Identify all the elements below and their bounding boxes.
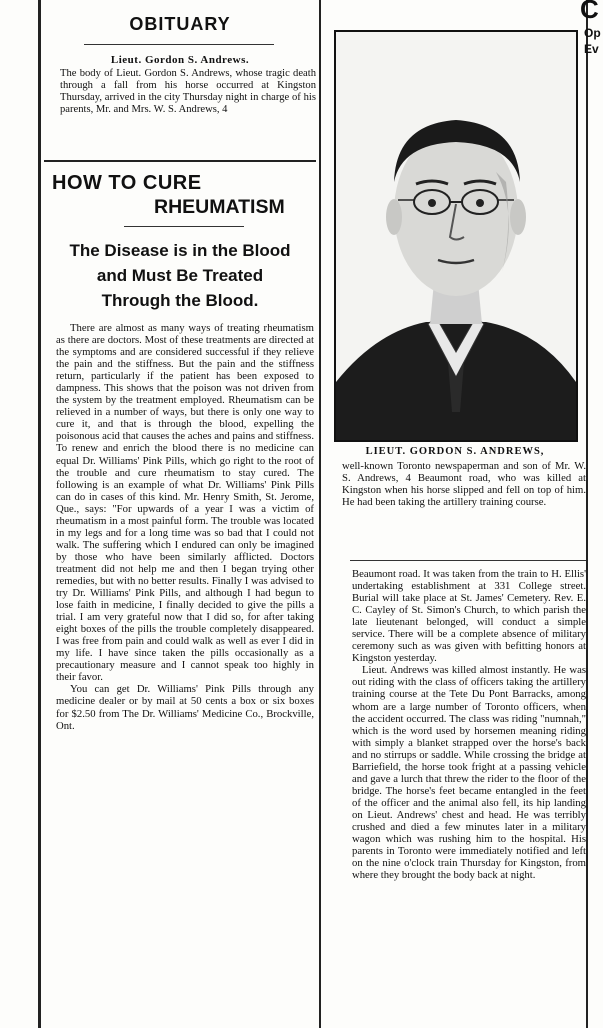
- left-page-edge: [38, 0, 41, 1028]
- ad-title-line1: HOW TO CURE: [52, 172, 202, 194]
- ad-body: [56, 322, 314, 732]
- funeral-article: [352, 568, 586, 881]
- adjacent-fragment-2: Op: [584, 26, 601, 40]
- obituary-heading: OBITUARY: [129, 14, 231, 34]
- funeral-paragraph: Beaumont road. It was taken from the train to H. Ellis' undertaking establishment at 331 College street. Burial will take place at St. James' Cemetery. Rev. E. C. Cayley of St. Simon's Church, to which parish the late lieutenant belonged, will conduct a simple service. There will be a complete absence of military ceremony such as was given with befitting honors at Kingston yesterday.: [352, 568, 586, 665]
- ad-title-line2: RHEUMATISM: [154, 196, 285, 218]
- funeral-rule: [350, 560, 586, 561]
- portrait-illustration: [336, 32, 576, 440]
- column-divider: [319, 0, 321, 1028]
- adjacent-column-fragment: [580, 0, 603, 1028]
- ad-subhead-line3: Through the Blood.: [101, 291, 259, 310]
- obituary-body: The body of Lieut. Gordon S. Andrews, whose tragic death through a fall from his horse occurred at Kingston Thursday, arrived in the city Thursday night in charge of his parents, Mr. and Mrs. W. S. Andrews, 4: [60, 68, 316, 115]
- portrait-photo: [334, 30, 578, 442]
- photo-caption: LIEUT. GORDON S. ANDREWS,: [365, 446, 545, 457]
- section-rule: [44, 160, 316, 162]
- left-column: [44, 0, 316, 1028]
- ad-subheading: [44, 238, 316, 313]
- photo-description: well-known Toronto newspaperman and son of Mr. W. S. Andrews, 4 Beaumont road, who was killed at Kingston when his horse slipped and fell on top of him. He had been taking the artillery training course.: [342, 460, 586, 509]
- adjacent-fragment-3: Ev: [584, 42, 599, 56]
- ad-paragraph: There are almost as many ways of treating rheumatism as there are doctors. Most of these treatments are directed at the symptoms and are considered successful if they relieve the pain and the stiffness. But the pain and the stiffness return, particularly if the patient has been exposed to dampness. This shows that the poison was not driven from the system by the treatment employed. Rheumatism can be relieved in a number of ways, but there is only one way to cure it, and that is through the blood, expelling the poisonous acid that causes the aches and pains and stiffness. To renew and enrich the blood there is no medicine can equal Dr. Williams' Pink Pills, which go right to the root of the trouble and cure rheumatism to stay cured. The following is an example of what Dr. Williams' Pink Pills can do in cases of this kind. Mr. Henry Smith, St. Jerome, Que., says: "For upwards of a year I was a victim of rheumatism in a most painful form. The trouble was located in my legs and for a long time was so bad that I could not walk. The suffering which I endured can only be imagined by those who have been similarly afflicted. Doctors treatment did not help me and then I began trying other remedies, but with no better results. Finally I was advised to try Dr. Williams' Pink Pills, and although I had begun to lose faith in medicine, I finally decided to give the pills a trial. I am very grateful now that I did so, for after taking eight boxes of the pills the trouble completely disappeared. I was free from pain and could walk as well as ever I did in my life. I have since taken the pills occasionally as a precautionary measure and I cannot speak too highly in their favor.: [56, 322, 314, 684]
- ad-title-rule: [124, 226, 244, 227]
- ad-subhead-line2: and Must Be Treated: [96, 266, 264, 285]
- funeral-paragraph: Lieut. Andrews was killed almost instantly. He was out riding with the class of officers taking the artillery training course at the Tete Du Pont Barracks, among whom are a large number of Toronto officers, when the accident occurred. The class was riding "numnah," which is the word used by horsemen meaning riding with simply a blanket strapped over the horse's back and no stirrups or saddle. While crossing the bridge at Barriefield, the horse took fright at a passing vehicle and gave a lurch that threw the rider to the floor of the bridge. The horse's feet became entangled in the feet of the officer and the animal also fell, its hip landing on Lieut. Andrews' chest and head. He was terribly crushed and died a few minutes later in a military wagon which was rushing him to the hospital. His parents in Toronto were immediately notified and left on the nine o'clock train Thursday for Kingston, from where they brought the body back at night.: [352, 664, 586, 882]
- ad-subhead-line1: The Disease is in the Blood: [69, 241, 291, 260]
- obituary-subheading: Lieut. Gordon S. Andrews.: [110, 54, 250, 66]
- obituary-rule: [84, 44, 274, 45]
- right-column: [324, 0, 586, 1028]
- ad-paragraph: You can get Dr. Williams' Pink Pills through any medicine dealer or by mail at 50 cents a box or six boxes for $2.50 from The Dr. Williams' Medicine Co., Brockville, Ont.: [56, 683, 314, 732]
- adjacent-fragment-1: C: [580, 0, 599, 24]
